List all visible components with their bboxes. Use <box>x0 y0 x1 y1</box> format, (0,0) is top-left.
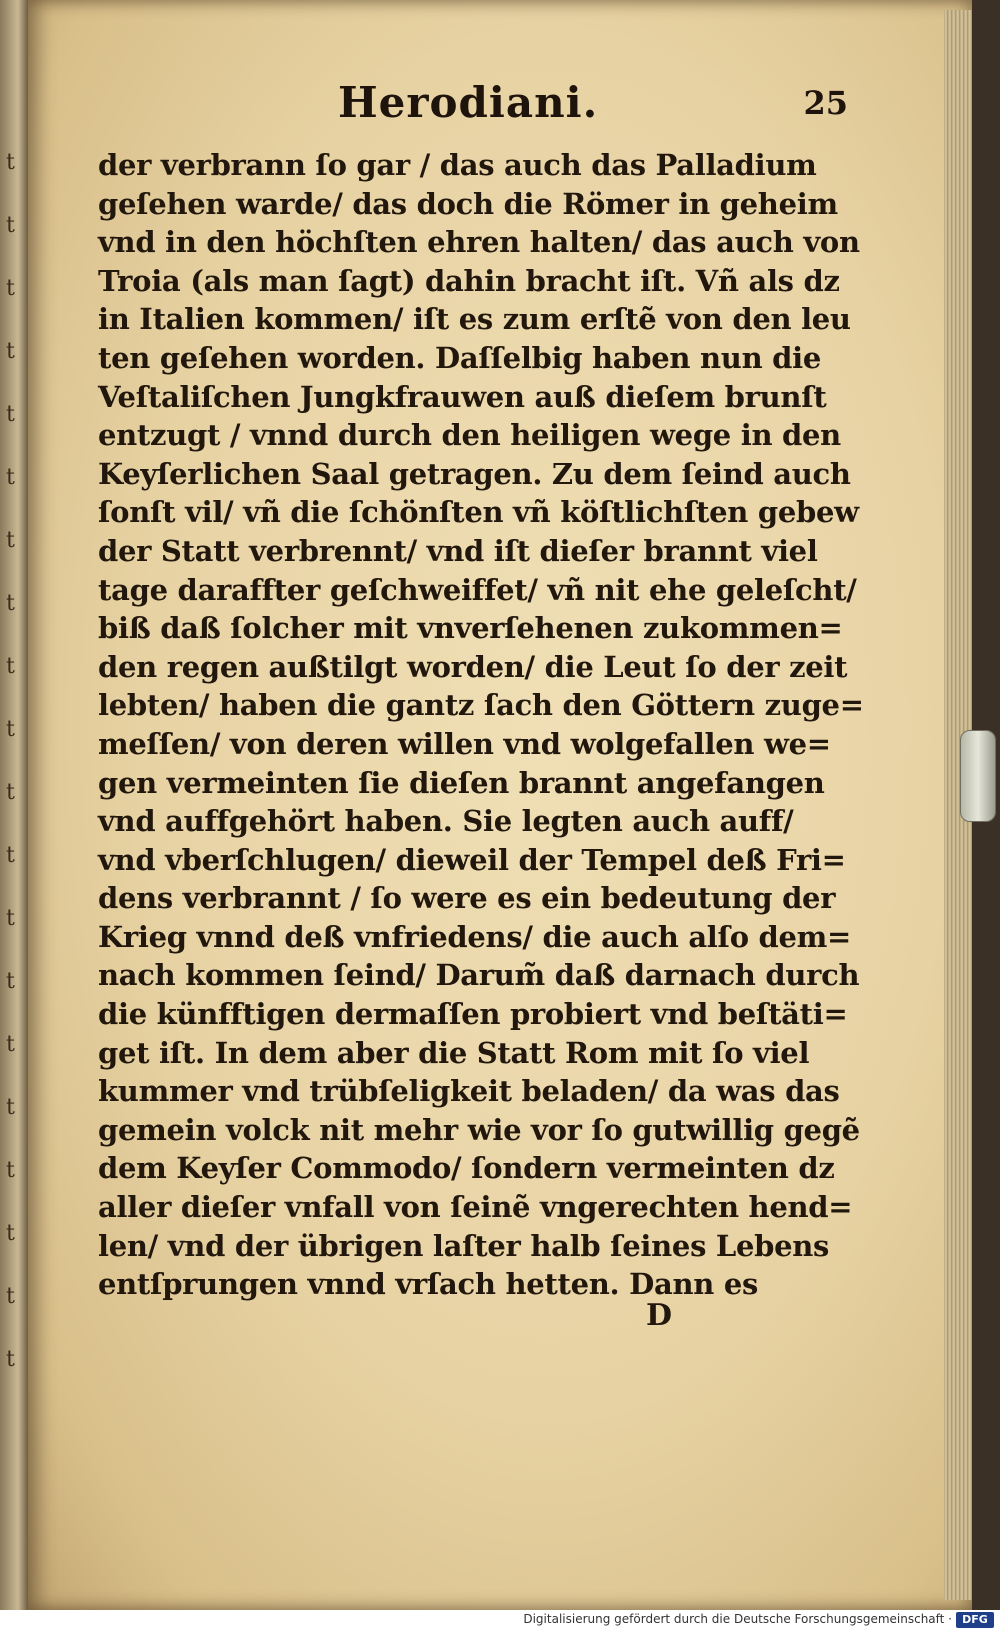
previous-page-fragment: t <box>6 402 15 427</box>
previous-page-fragment: t <box>6 150 15 175</box>
text-line: get iſt. In dem aber die Statt Rom mit ſo viel <box>98 1035 810 1070</box>
previous-page-fragment: t <box>6 276 15 301</box>
text-line: gen vermeinten ſie dieſen brannt angefangen <box>98 765 825 800</box>
text-line: dem Keyſer Commodo/ ſondern vermeinten dz <box>98 1151 835 1186</box>
text-line: lebten/ haben die gantz ſach den Göttern zuge= <box>98 688 864 723</box>
text-line: ten geſehen worden. Daſſelbig haben nun die <box>98 340 821 375</box>
text-line: kummer vnd trübſeligkeit beladen/ da was das <box>98 1074 840 1109</box>
previous-page-fragment: t <box>6 843 15 868</box>
text-line: der verbrann ſo gar / das auch das Palladium <box>98 148 817 182</box>
text-line: ſonſt vil/ vñ die ſchönſten vñ köſtlichſten gebew <box>98 495 859 530</box>
previous-page-fragment: t <box>6 780 15 805</box>
running-head <box>98 78 848 138</box>
previous-page-fragment: t <box>6 1032 15 1057</box>
previous-page-fragment: t <box>6 1158 15 1183</box>
text-line: Troia (als man ſagt) dahin bracht iſt. Vñ als dz <box>98 263 840 298</box>
text-line: in Italien kommen/ iſt es zum erſtẽ von den leu <box>98 302 851 337</box>
digitization-credit: Digitalisierung gefördert durch die Deutsche Forschungsgemeinschaft · <box>523 1612 952 1626</box>
previous-page-fragment: t <box>6 906 15 931</box>
dfg-logo-icon: DFG <box>956 1612 994 1628</box>
text-line: tage daraffter geſchweiffet/ vñ nit ehe geleſcht/ <box>98 572 857 607</box>
text-line: die künfftigen dermaſſen probiert vnd beſtäti= <box>98 997 848 1032</box>
text-block <box>98 146 864 1304</box>
previous-page-edge <box>0 0 30 1610</box>
catchword: D <box>646 1298 673 1333</box>
previous-page-fragment: t <box>6 717 15 742</box>
text-line: aller dieſer vnfall von ſeinẽ vngerechten hend= <box>98 1190 853 1225</box>
previous-page-fragment: t <box>6 465 15 490</box>
page-number: 25 <box>803 84 848 122</box>
text-line: gemein volck nit mehr wie vor ſo gutwillig gegẽ <box>98 1112 860 1147</box>
text-line: vnd in den höchſten ehren halten/ das auch von <box>98 225 860 260</box>
previous-page-fragment: t <box>6 1221 15 1246</box>
text-line: dens verbrannt / ſo were es ein bedeutung der <box>98 881 836 916</box>
text-line: Krieg vnnd deß vnfriedens/ die auch alſo dem= <box>98 919 852 954</box>
previous-page-fragment: t <box>6 528 15 553</box>
text-line: meſſen/ von deren willen vnd wolgefallen we= <box>98 726 831 761</box>
text-line: Keyſerlichen Saal getragen. Zu dem ſeind auch <box>98 456 851 491</box>
text-line: vnd vberſchlugen/ dieweil der Tempel deß Fri= <box>98 842 846 877</box>
text-line: biß daß ſolcher mit vnverſehenen zukommen= <box>98 611 843 646</box>
text-line: len/ vnd der übrigen laſter halb ſeines Lebens <box>98 1228 830 1263</box>
text-line: den regen außtilgt worden/ die Leut ſo der zeit <box>98 649 848 684</box>
previous-page-fragment: t <box>6 654 15 679</box>
text-line: Veſtaliſchen Jungkfrauwen auß dieſem brunſt <box>98 379 827 414</box>
previous-page-fragment: t <box>6 1347 15 1372</box>
previous-page-fragment: t <box>6 591 15 616</box>
text-line: nach kommen ſeind/ Darum̃ daß darnach durch <box>98 958 860 993</box>
text-line: der Statt verbrennt/ vnd iſt dieſer brannt viel <box>98 533 818 568</box>
footer-bar <box>0 1610 1000 1631</box>
previous-page-fragment: t <box>6 1095 15 1120</box>
previous-page-fragment: t <box>6 213 15 238</box>
text-line: entſprungen vnnd vrſach hetten. Dann es <box>98 1267 759 1302</box>
text-line: entzugt / vnnd durch den heiligen wege in den <box>98 418 841 453</box>
previous-page-fragment: t <box>6 1284 15 1309</box>
clasp-icon <box>960 730 996 822</box>
previous-page-fragment: t <box>6 969 15 994</box>
text-line: vnd auffgehört haben. Sie legten auch auff/ <box>98 804 794 839</box>
text-line: geſehen warde/ das doch die Römer in geheim <box>98 186 838 221</box>
running-title: Herodiani. <box>338 78 599 127</box>
book-page <box>28 0 972 1610</box>
previous-page-fragment: t <box>6 339 15 364</box>
